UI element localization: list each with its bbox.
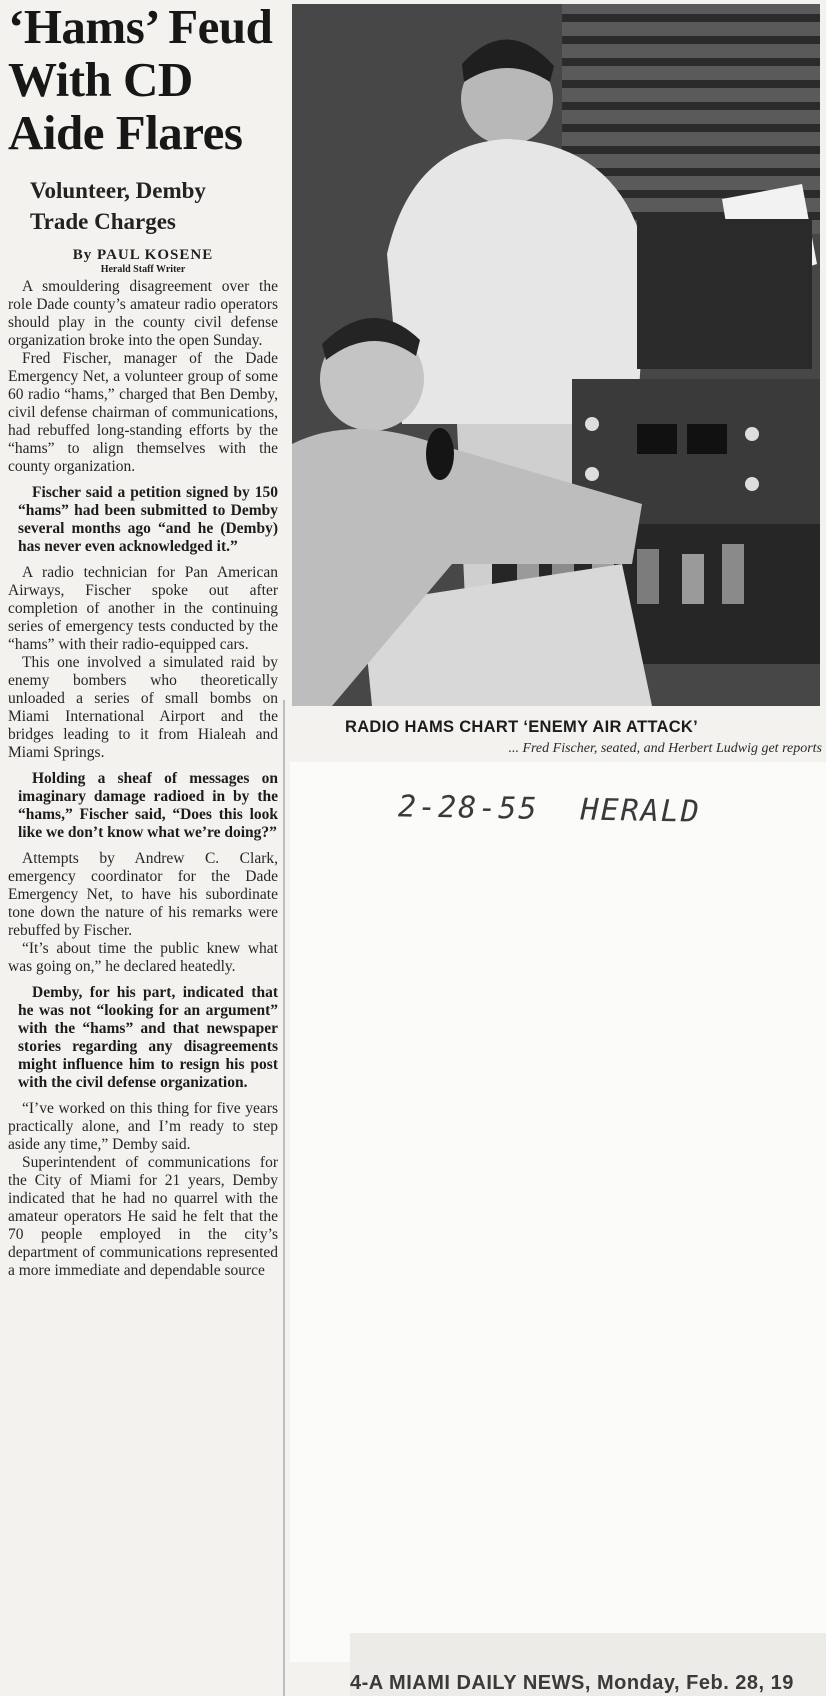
article-paragraph: A smouldering disagreement over the role Dade county’s amateur radio operators should play in the county civil defense organization broke into the open Sunday. [8,278,278,349]
column-divider [283,700,285,1696]
headline-line: With CD [8,52,193,107]
headline-line: Aide Flares [8,105,243,160]
article-paragraph-bold: Fischer said a petition signed by 150 “hams” had been submitted to Demby several months ago “and he (Demby) has never even acknowledged it.” [18,484,278,555]
article-paragraph: “It’s about time the public knew what was going on,” he declared heatedly. [8,940,278,975]
article-paragraph: Fred Fischer, manager of the Dade Emergency Net, a volunteer group of some 60 radio “hams,” charged that Ben Demby, civil defense chairman of communications, had rebuffed long-standing efforts by the “hams” to align themselves with the county organization. [8,350,278,475]
headline [8,0,278,159]
article-paragraph: Superintendent of communications for the City of Miami for 21 years, Demby indicated that he had no quarrel with the amateur operators He said he felt that the 70 people employed in the city’s department of communications represented a more immediate and dependable source [8,1154,278,1279]
byline: By PAUL KOSENE [72,247,214,263]
article-paragraph: A radio technician for Pan American Airways, Fischer spoke out after completion of another in the continuing series of emergency tests conducted by the “hams” with their radio-equipped cars. [8,564,278,653]
headline-line: ‘Hams’ Feud [8,0,273,54]
page-folio: 4-A MIAMI DAILY NEWS, Monday, Feb. 28, 19 [350,1672,794,1694]
subhead-line: Volunteer, Demby [30,178,206,203]
mounting-paper [290,762,826,1662]
subhead-line: Trade Charges [30,209,176,234]
photo-illustration [292,4,820,706]
article-paragraph-bold: Holding a sheaf of messages on imaginary damage radioed in by the “hams,” Fischer said, “Does this look like we don’t know what we’re doing?” [18,770,278,841]
article-paragraph: This one involved a simulated raid by enemy bombers who theoretically unloaded a series of small bombs on Miami International Airport and the bridges leading to it from Hialeah and Miami Springs. [8,654,278,761]
article-paragraph-bold: Demby, for his part, indicated that he was not “looking for an argument” with the “hams” and that newspaper stories regarding any disagreements might influence him to resign his post with the civil defense organization. [18,984,278,1091]
article-paragraph: “I’ve worked on this thing for five years practically alone, and I’m ready to step aside any time,” Demby said. [8,1100,278,1153]
handwritten-date-note: 2-28-55 HERALD [397,789,702,830]
photo-caption: RADIO HAMS CHART ‘ENEMY AIR ATTACK’ [345,718,699,736]
article-column [8,0,278,1280]
news-photo [292,4,820,706]
photo-credit: ... Fred Fischer, seated, and Herbert Ludwig get reports [508,741,822,756]
article-body [8,278,278,1280]
subheadline [30,175,278,237]
article-paragraph: Attempts by Andrew C. Clark, emergency coordinator for the Dade Emergency Net, to have his subordinate tone down the nature of his remarks were rebuffed by Fischer. [8,850,278,939]
byline-title: Herald Staff Writer [100,264,186,275]
